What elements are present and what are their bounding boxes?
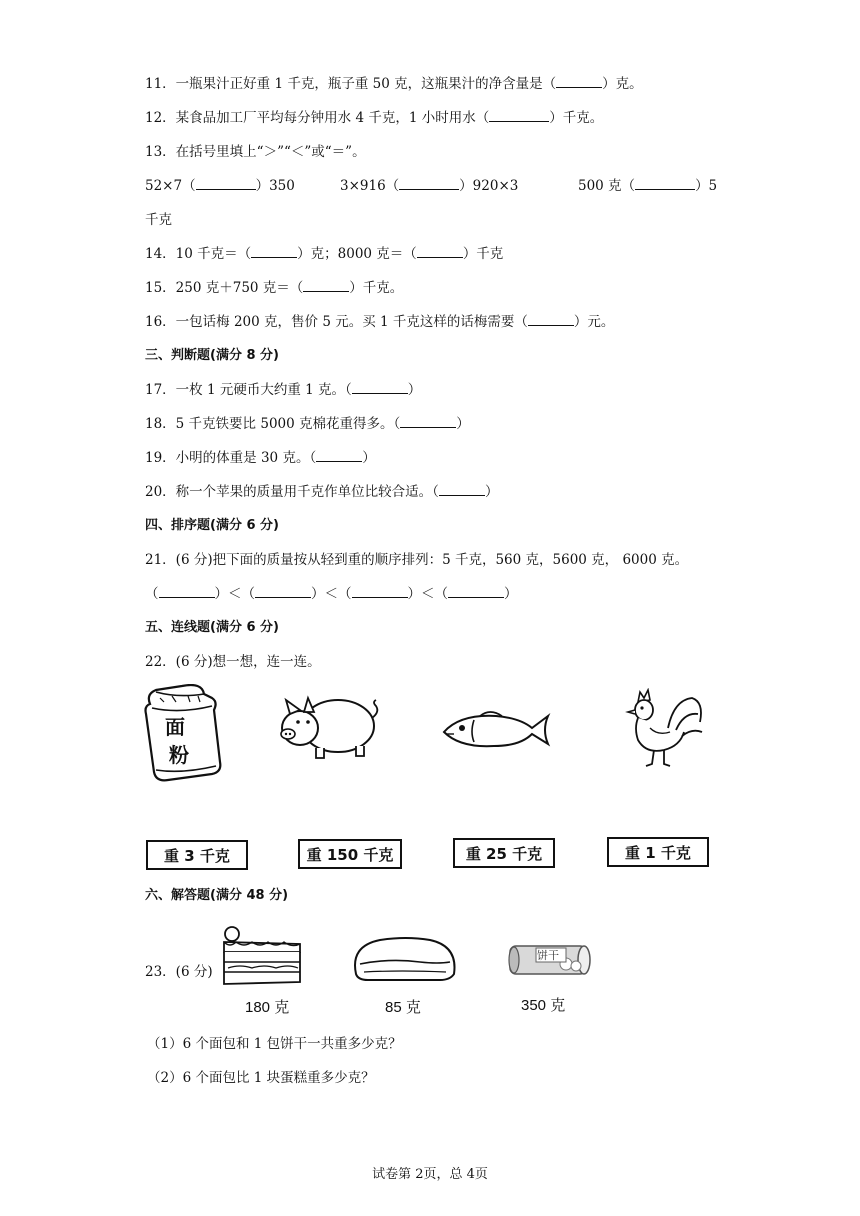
section-5-heading: 五、连线题(满分 6 分) bbox=[145, 620, 279, 635]
compare-right: ）5 bbox=[695, 178, 718, 194]
section-3-heading: 三、判断题(满分 8 分) bbox=[145, 348, 279, 363]
flour-text-2: 粉 bbox=[169, 743, 189, 767]
question-12 bbox=[145, 106, 603, 126]
answer-blank[interactable] bbox=[255, 597, 311, 598]
section-6-heading: 六、解答题(满分 48 分) bbox=[145, 888, 289, 903]
question-15 bbox=[145, 276, 403, 296]
question-21: 21．(6 分)把下面的质量按从轻到重的顺序排列：5 千克，560 克，5600 克， 6000 克。 bbox=[145, 552, 689, 568]
less-than: ）＜（ bbox=[311, 586, 352, 602]
pig-icon[interactable] bbox=[276, 690, 386, 762]
biscuit-text: 饼干 bbox=[537, 949, 559, 962]
question-text: 16．一包话梅 200 克，售价 5 元。买 1 千克这样的话梅需要（ bbox=[145, 314, 528, 330]
compare-right: ）350 bbox=[255, 178, 295, 194]
weight-box-4[interactable]: 重 1 千克 bbox=[607, 837, 709, 867]
bracket: ） bbox=[504, 586, 518, 602]
question-14 bbox=[145, 242, 503, 262]
answer-blank[interactable] bbox=[159, 597, 215, 598]
bracket: （ bbox=[145, 586, 159, 602]
question-23: 23．(6 分) bbox=[145, 964, 213, 980]
question-text: ）千克。 bbox=[349, 280, 404, 296]
compare-right: ）920×3 bbox=[459, 178, 519, 194]
question-text: 13．在括号里填上“＞”“＜”或“＝”。 bbox=[145, 144, 366, 160]
question-text: 19．小明的体重是 30 克。（ bbox=[145, 450, 317, 466]
flour-text-1: 面 bbox=[165, 715, 185, 739]
question-text: ）千克 bbox=[462, 246, 504, 262]
compare-left: 52×7（ bbox=[145, 178, 196, 194]
compare-left: 3×916（ bbox=[340, 178, 400, 194]
bread-weight-label: 85 克 bbox=[385, 999, 421, 1016]
question-11 bbox=[145, 72, 643, 92]
answer-blank[interactable] bbox=[448, 597, 504, 598]
question-13 bbox=[145, 140, 366, 160]
question-23-1: （1）6 个面包和 1 包饼干一共重多少克？ bbox=[147, 1036, 402, 1052]
answer-blank[interactable] bbox=[528, 325, 574, 326]
question-text: 18．5 千克铁要比 5000 克棉花重得多。（ bbox=[145, 416, 401, 432]
question-text: 20．称一个苹果的质量用千克作单位比较合适。（ bbox=[145, 484, 439, 500]
cake-weight-label: 180 克 bbox=[245, 999, 290, 1016]
answer-blank[interactable] bbox=[399, 189, 459, 190]
answer-blank[interactable] bbox=[251, 257, 297, 258]
biscuit-pack-icon bbox=[506, 942, 592, 978]
question-text: ）克。 bbox=[602, 76, 643, 92]
question-text: ）元。 bbox=[573, 314, 615, 330]
less-than: ）＜（ bbox=[407, 586, 448, 602]
question-text: 12．某食品加工厂平均每分钟用水 4 千克，1 小时用水（ bbox=[145, 110, 490, 126]
question-text: 15．250 克＋750 克＝（ bbox=[145, 280, 304, 296]
answer-blank[interactable] bbox=[352, 597, 408, 598]
question-13-item-2 bbox=[340, 174, 518, 194]
fish-icon[interactable] bbox=[440, 708, 552, 752]
question-21-answer bbox=[145, 582, 518, 602]
answer-blank[interactable] bbox=[352, 393, 408, 394]
answer-blank[interactable] bbox=[556, 87, 602, 88]
less-than: ）＜（ bbox=[214, 586, 255, 602]
answer-blank[interactable] bbox=[635, 189, 695, 190]
answer-blank[interactable] bbox=[400, 427, 456, 428]
question-text: ） bbox=[362, 450, 376, 466]
question-23-2: （2）6 个面包比 1 块蛋糕重多少克？ bbox=[147, 1070, 375, 1086]
answer-blank[interactable] bbox=[196, 189, 256, 190]
weight-box-1[interactable]: 重 3 千克 bbox=[146, 840, 248, 870]
question-text: 14．10 千克＝（ bbox=[145, 246, 252, 262]
question-22: 22．(6 分)想一想，连一连。 bbox=[145, 654, 321, 670]
answer-blank[interactable] bbox=[316, 461, 362, 462]
answer-blank[interactable] bbox=[303, 291, 349, 292]
page-footer: 试卷第 2页，总 4页 bbox=[372, 1167, 488, 1182]
unit-text: 千克 bbox=[145, 212, 172, 228]
question-text: ）克；8000 克＝（ bbox=[297, 246, 417, 262]
question-18 bbox=[145, 412, 470, 432]
question-16 bbox=[145, 310, 614, 330]
question-13-wrap bbox=[145, 208, 172, 228]
question-text: ） bbox=[456, 416, 470, 432]
answer-blank[interactable] bbox=[489, 121, 549, 122]
compare-left: 500 克（ bbox=[578, 178, 636, 194]
question-13-item-1 bbox=[145, 174, 295, 194]
question-text: 11．一瓶果汁正好重 1 千克，瓶子重 50 克，这瓶果汁的净含量是（ bbox=[145, 76, 557, 92]
answer-blank[interactable] bbox=[417, 257, 463, 258]
cake-icon bbox=[220, 922, 306, 990]
answer-blank[interactable] bbox=[439, 495, 485, 496]
question-20 bbox=[145, 480, 498, 500]
question-text: ） bbox=[407, 382, 422, 398]
rooster-icon[interactable] bbox=[622, 688, 708, 768]
question-text: ） bbox=[484, 484, 499, 500]
bread-icon bbox=[350, 934, 460, 984]
question-19 bbox=[145, 446, 376, 466]
weight-box-2[interactable]: 重 150 千克 bbox=[298, 839, 402, 869]
question-text: ）千克。 bbox=[549, 110, 604, 126]
biscuit-weight-label: 350 克 bbox=[521, 997, 566, 1014]
question-17 bbox=[145, 378, 421, 398]
weight-box-3[interactable]: 重 25 千克 bbox=[453, 838, 555, 868]
question-13-item-3 bbox=[578, 174, 717, 194]
question-text: 17．一枚 1 元硬币大约重 1 克。（ bbox=[145, 382, 352, 398]
flour-bag-icon[interactable] bbox=[142, 684, 222, 784]
section-4-heading: 四、排序题(满分 6 分) bbox=[145, 518, 279, 533]
